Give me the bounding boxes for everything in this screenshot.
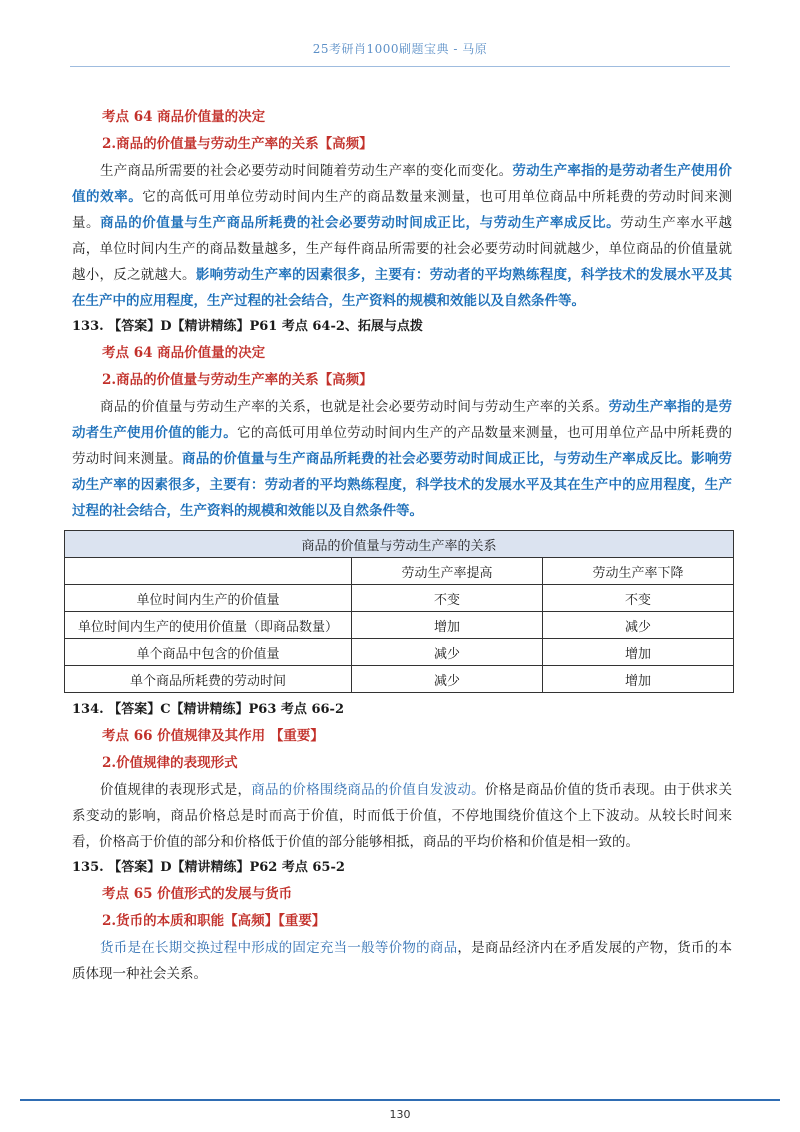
subsection-heading: 2.货币的本质和职能【高频】【重要】 xyxy=(102,913,326,929)
relation-table xyxy=(64,530,734,693)
text-segment: ，是商品经济内在矛盾发展的产物，货币的本质体现一种社会关系。 xyxy=(72,940,733,982)
page-content xyxy=(72,104,732,987)
subsection-heading: 2.商品的价值量与劳动生产率的关系【高频】 xyxy=(102,136,373,152)
table-header-cell: 劳动生产率提高 xyxy=(352,558,543,585)
table-title: 商品的价值量与劳动生产率的关系 xyxy=(65,531,734,558)
body-paragraph xyxy=(72,777,732,855)
page-number: 130 xyxy=(389,1108,411,1121)
table-header-cell: 劳动生产率下降 xyxy=(543,558,734,585)
table-row xyxy=(65,612,734,639)
answer-line: 134. 【答案】C【精讲精练】P63 考点 66-2 xyxy=(72,702,344,717)
table-cell: 增加 xyxy=(543,639,734,666)
subsection-heading: 2.价值规律的表现形式 xyxy=(102,755,238,771)
body-paragraph xyxy=(72,158,732,314)
text-segment: 它的高低可用单位劳动时间内生产的商品数量来测量，也可用单位商品中所耗费的劳动时间来测量。 xyxy=(72,189,733,231)
answer-line: 133. 【答案】D【精讲精练】P61 考点 64-2、拓展与点拨 xyxy=(72,319,423,334)
table-cell: 增加 xyxy=(352,612,543,639)
header-divider xyxy=(70,66,730,67)
text-segment: 商品的价值量与劳动生产率的关系，也就是社会必要劳动时间与劳动生产率的关系。 xyxy=(100,399,609,415)
section-heading: 考点 65 价值形式的发展与货币 xyxy=(102,886,293,902)
highlighted-text: 影响劳动生产率的因素很多，主要有：劳动者的平均熟练程度，科学技术的发展水平及其在生产中的应用程度，生产过程的社会结合，生产资料的规模和效能以及自然条件等。 xyxy=(72,267,733,309)
table-row xyxy=(65,585,734,612)
highlighted-text: 商品的价格围绕商品的价值自发波动。 xyxy=(251,782,485,798)
highlighted-text: 劳动生产率指的是劳动者生产使用价值的效率。 xyxy=(72,163,733,205)
table-cell: 单个商品所耗费的劳动时间 xyxy=(65,666,352,693)
text-segment: 劳动生产率水平越高，单位时间内生产的商品数量越多，生产每件商品所需要的社会必要劳动时间就越少，单位商品的价值量就越小，反之就越大。 xyxy=(72,215,733,283)
section-heading: 考点 64 商品价值量的决定 xyxy=(102,109,266,125)
answer-line: 135. 【答案】D【精讲精练】P62 考点 65-2 xyxy=(72,860,345,875)
subsection-heading: 2.商品的价值量与劳动生产率的关系【高频】 xyxy=(102,372,373,388)
table-row xyxy=(65,639,734,666)
highlighted-text: 商品的价值量与生产商品所耗费的社会必要劳动时间成正比，与劳动生产率成反比。影响劳动生产率的因素很多，主要有：劳动者的平均熟练程度，科学技术的发展水平及其在生产中的应用程度，生产过程的社会结合，生产资料的规模和效能以及自然条件等。 xyxy=(72,451,733,519)
footer-divider xyxy=(20,1099,780,1101)
highlighted-text: 商品的价值量与生产商品所耗费的社会必要劳动时间成正比，与劳动生产率成反比。 xyxy=(100,215,621,231)
table-cell: 减少 xyxy=(543,612,734,639)
highlighted-text: 劳动生产率指的是劳动者生产使用价值的能力。 xyxy=(72,399,733,441)
section-heading: 考点 64 商品价值量的决定 xyxy=(102,345,266,361)
text-segment: 生产商品所需要的社会必要劳动时间随着劳动生产率的变化而变化。 xyxy=(100,163,513,179)
table-header-cell xyxy=(65,558,352,585)
table-cell: 不变 xyxy=(352,585,543,612)
table-cell: 不变 xyxy=(543,585,734,612)
page-header: 25考研肖1000刷题宝典 - 马原 xyxy=(312,42,488,56)
table-row xyxy=(65,666,734,693)
highlighted-text: 货币是在长期交换过程中形成的固定充当一般等价物的商品 xyxy=(100,940,458,956)
body-paragraph xyxy=(72,394,732,524)
text-segment: 价值规律的表现形式是， xyxy=(100,782,252,798)
body-paragraph xyxy=(72,935,732,987)
table-cell: 单位时间内生产的价值量 xyxy=(65,585,352,612)
table-cell: 增加 xyxy=(543,666,734,693)
text-segment: 它的高低可用单位劳动时间内生产的产品数量来测量，也可用单位产品中所耗费的劳动时间来测量。 xyxy=(72,425,733,467)
table-cell: 减少 xyxy=(352,666,543,693)
table-cell: 单个商品中包含的价值量 xyxy=(65,639,352,666)
table-cell: 减少 xyxy=(352,639,543,666)
section-heading: 考点 66 价值规律及其作用 【重要】 xyxy=(102,728,324,744)
table-cell: 单位时间内生产的使用价值量（即商品数量） xyxy=(65,612,352,639)
text-segment: 价格是商品价值的货币表现。由于供求关系变动的影响，商品价格总是时而高于价值，时而低于价值，不停地围绕价值这个上下波动。从较长时间来看，价格高于价值的部分和价格低于价值的部分能够相抵，商品的平均价格和价值是相一致的。 xyxy=(72,782,733,850)
